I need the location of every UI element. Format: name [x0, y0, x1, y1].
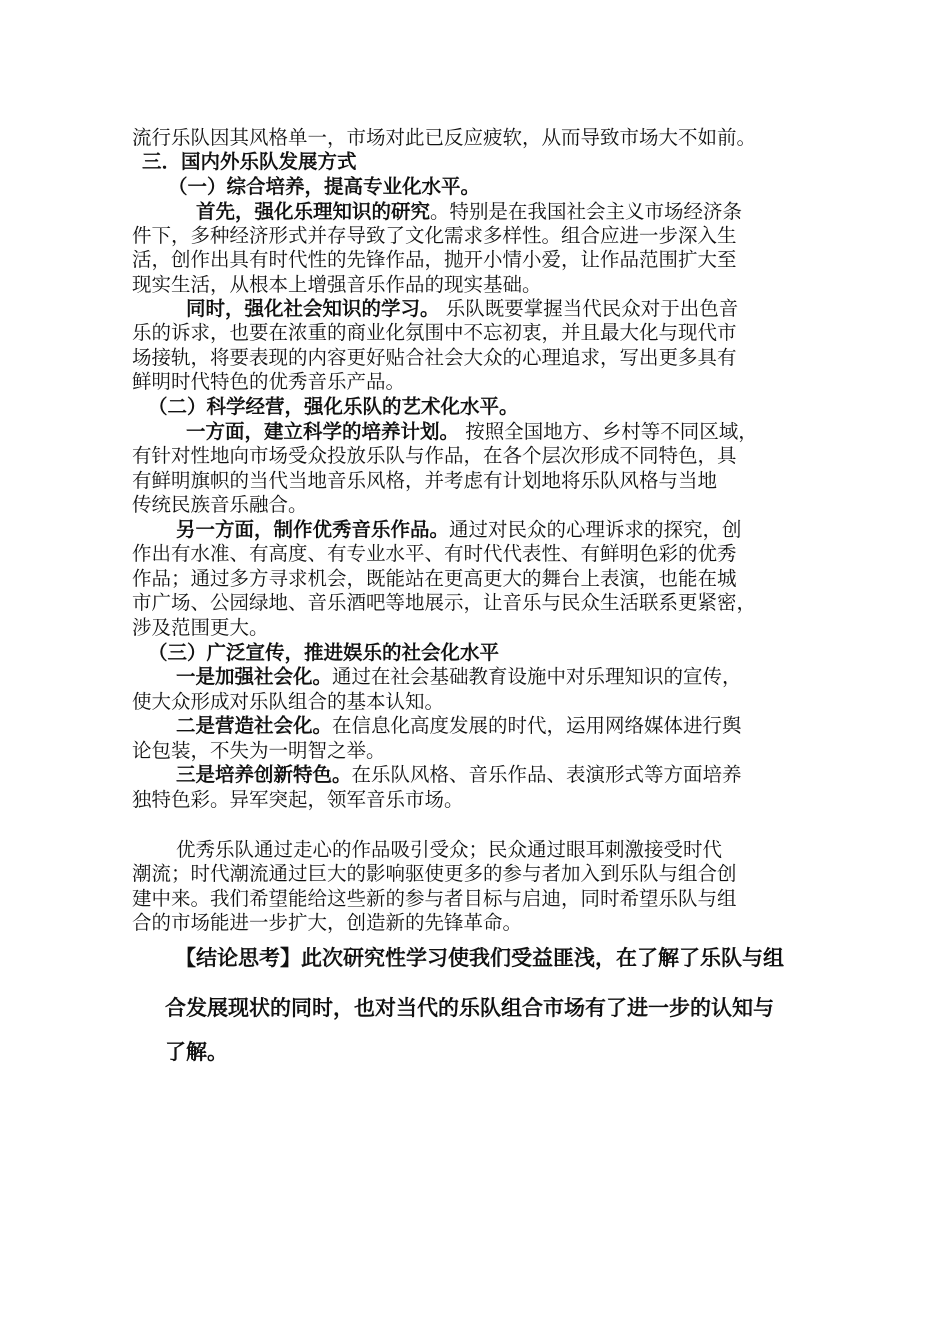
subsection-heading: （三）广泛宣传，推进娱乐的社会化水平 — [148, 641, 500, 664]
section-heading: 三．国内外乐队发展方式 — [142, 150, 357, 173]
paragraph-line: 乐的诉求，也要在浓重的商业化氛围中不忘初衷，并且最大化与现代市 — [132, 321, 737, 344]
paragraph-line: 三是培养创新特色。在乐队风格、音乐作品、表演形式等方面培养 — [176, 763, 742, 786]
paragraph-line: 二是营造社会化。在信息化高度发展的时代，运用网络媒体进行舆 — [176, 714, 742, 737]
paragraph-line: 鲜明时代特色的优秀音乐产品。 — [132, 370, 406, 393]
paragraph-line: 活，创作出具有时代性的先锋作品，抛开小情小爱，让作品范围扩大至 — [132, 248, 737, 271]
paragraph-line: 论包装，不失为一明智之举。 — [132, 739, 386, 762]
paragraph-line: 另一方面，制作优秀音乐作品。通过对民众的心理诉求的探究，创 — [176, 518, 742, 541]
paragraph-line: 作出有水准、有高度、有专业水平、有时代代表性、有鲜明色彩的优秀 — [132, 542, 737, 565]
subsection-heading: （一）综合培养，提高专业化水平。 — [168, 175, 481, 198]
paragraph-line: 作品；通过多方寻求机会，既能站在更高更大的舞台上表演，也能在城 — [132, 567, 737, 590]
paragraph-line: 有针对性地向市场受众投放乐队与作品，在各个层次形成不同特色，具 — [132, 444, 737, 467]
paragraph-line: 现实生活，从根本上增强音乐作品的现实基础。 — [132, 273, 542, 296]
paragraph-line: 一是加强社会化。通过在社会基础教育设施中对乐理知识的宣传， — [176, 665, 742, 688]
paragraph-line: 件下，多种经济形式并存导致了文化需求多样性。组合应进一步深入生 — [132, 224, 737, 247]
subsection-heading: （二）科学经营，强化乐队的艺术化水平。 — [148, 395, 519, 418]
paragraph-line: 建中来。我们希望能给这些新的参与者目标与启迪，同时希望乐队与组 — [132, 887, 737, 910]
paragraph-line: 同时，强化社会知识的学习。 乐队既要掌握当代民众对于出色音 — [186, 297, 739, 320]
paragraph-line: 市广场、公园绿地、音乐酒吧等地展示，让音乐与民众生活联系更紧密， — [132, 591, 757, 614]
paragraph-line: 使大众形成对乐队组合的基本认知。 — [132, 690, 445, 713]
paragraph-line: 独特色彩。异军突起，领军音乐市场。 — [132, 788, 464, 811]
paragraph-line: 合的市场能进一步扩大，创造新的先锋革命。 — [132, 911, 523, 934]
paragraph-line: 首先，强化乐理知识的研究。特别是在我国社会主义市场经济条 — [196, 200, 743, 223]
conclusion-line: 【结论思考】此次研究性学习使我们受益匪浅，在了解了乐队与组 — [175, 945, 784, 970]
paragraph-line: 潮流；时代潮流通过巨大的影响驱使更多的参与者加入到乐队与组合创 — [132, 862, 737, 885]
paragraph-line: 场接轨，将要表现的内容更好贴合社会大众的心理追求，写出更多具有 — [132, 346, 737, 369]
paragraph-line: 涉及范围更大。 — [132, 616, 269, 639]
paragraph-line: 传统民族音乐融合。 — [132, 493, 308, 516]
paragraph-line: 有鲜明旗帜的当代当地音乐风格，并考虑有计划地将乐队风格与当地 — [132, 469, 718, 492]
conclusion-line: 合发展现状的同时，也对当代的乐队组合市场有了进一步的认知与 — [165, 995, 774, 1020]
paragraph-line: 一方面，建立科学的培养计划。 按照全国地方、乡村等不同区域， — [186, 420, 758, 443]
conclusion-line: 了解。 — [165, 1039, 228, 1064]
paragraph-line: 优秀乐队通过走心的作品吸引受众；民众通过眼耳刺激接受时代 — [176, 838, 723, 861]
paragraph-line: 流行乐队因其风格单一，市场对此已反应疲软，从而导致市场大不如前。 — [132, 126, 757, 149]
